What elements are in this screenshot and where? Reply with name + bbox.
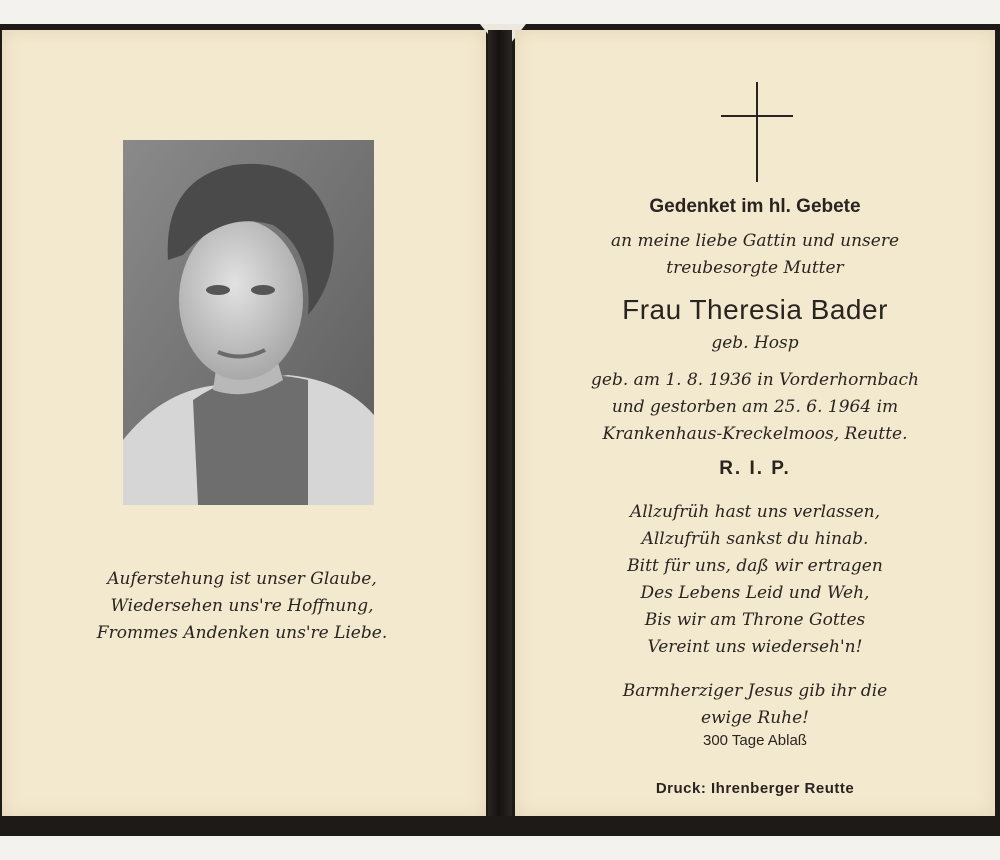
intro-line: an meine liebe Gattin und unsere: [610, 231, 900, 251]
poem-line: Vereint uns wiederseh'n!: [647, 637, 863, 657]
memorial-poem: [515, 499, 995, 661]
prayer-text: [515, 678, 995, 732]
latin-cross-icon: [721, 82, 793, 182]
indulgence-note: 300 Tage Ablaß: [703, 732, 807, 749]
intro-text: [515, 228, 995, 282]
dates-line: geb. am 1. 8. 1936 in Vorderhornbach: [591, 370, 919, 390]
card-fold: [488, 30, 512, 816]
poem-line: Bis wir am Throne Gottes: [644, 610, 866, 630]
verse-line: Frommes Andenken uns're Liebe.: [96, 623, 388, 643]
portrait-photo: [123, 140, 374, 505]
dates-line: und gestorben am 25. 6. 1964 im: [611, 397, 899, 417]
life-dates: [515, 367, 995, 448]
left-verse: [0, 566, 484, 647]
verse-line: Auferstehung ist unser Glaube,: [107, 569, 377, 589]
memorial-heading: Gedenket im hl. Gebete: [649, 196, 861, 217]
prayer-line: Barmherziger Jesus gib ihr die: [622, 681, 888, 701]
dates-line: Krankenhaus-Kreckelmoos, Reutte.: [602, 424, 908, 444]
maiden-name: geb. Hosp: [711, 333, 799, 353]
prayer-line: ewige Ruhe!: [701, 708, 809, 728]
rip-text: R. I. P.: [719, 458, 791, 479]
printer-credit: Druck: Ihrenberger Reutte: [655, 780, 855, 797]
poem-line: Allzufrüh sankst du hinab.: [641, 529, 869, 549]
poem-line: Des Lebens Leid und Weh,: [640, 583, 870, 603]
deceased-name: Frau Theresia Bader: [622, 294, 888, 325]
poem-line: Allzufrüh hast uns verlassen,: [629, 502, 881, 522]
verse-line: Wiedersehen uns're Hoffnung,: [110, 596, 374, 616]
intro-line: treubesorgte Mutter: [666, 258, 844, 278]
poem-line: Bitt für uns, daß wir ertragen: [627, 556, 883, 576]
